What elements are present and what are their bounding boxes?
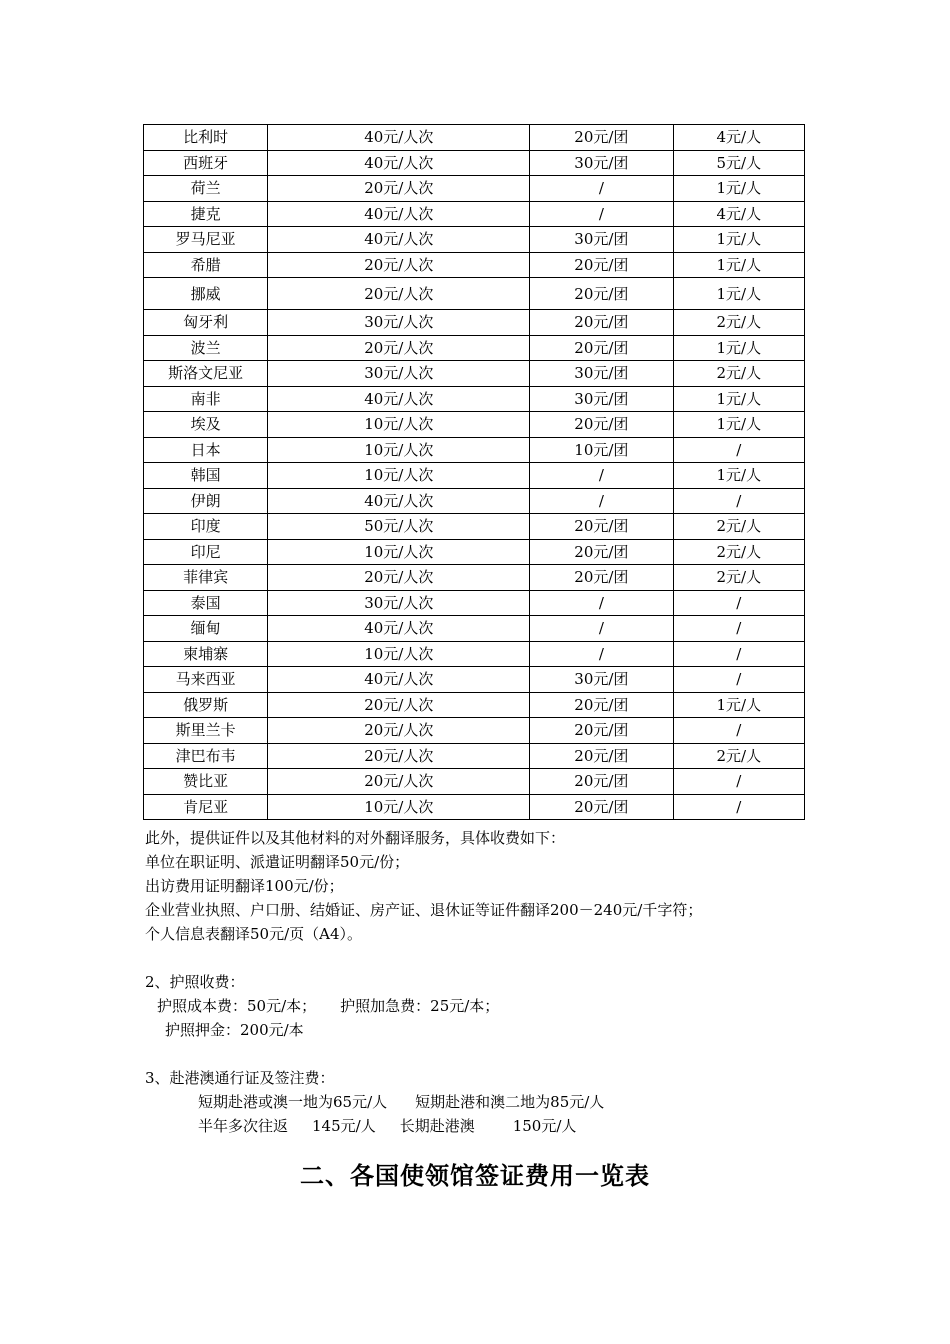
fee-each-cell: 2元/人 bbox=[673, 361, 804, 387]
country-cell: 捷克 bbox=[144, 201, 268, 227]
hkmacau-half-year-fee: 145元/人 bbox=[312, 1117, 376, 1135]
fee-per-group-cell: 20元/团 bbox=[530, 412, 673, 438]
fee-per-group-cell: 20元/团 bbox=[530, 278, 673, 310]
table-row bbox=[144, 125, 805, 151]
translation-item-expense: 出访费用证明翻译100元/份； bbox=[145, 877, 344, 895]
fee-per-person-cell: 40元/人次 bbox=[268, 201, 530, 227]
hkmacau-long-line bbox=[145, 1114, 825, 1138]
translation-item-personal-info: 个人信息表翻译50元/页（A4）。 bbox=[145, 925, 363, 943]
fee-per-person-cell: 20元/人次 bbox=[268, 692, 530, 718]
table-row bbox=[144, 386, 805, 412]
fee-per-person-cell: 10元/人次 bbox=[268, 412, 530, 438]
fee-each-cell: 1元/人 bbox=[673, 252, 804, 278]
table-row bbox=[144, 692, 805, 718]
fee-per-person-cell: 40元/人次 bbox=[268, 616, 530, 642]
fee-each-cell: 2元/人 bbox=[673, 310, 804, 336]
fee-per-group-cell: / bbox=[530, 616, 673, 642]
country-cell: 比利时 bbox=[144, 125, 268, 151]
fee-each-cell: 1元/人 bbox=[673, 278, 804, 310]
hkmacau-short-one: 短期赴港或澳一地为65元/人 bbox=[198, 1093, 388, 1111]
fee-per-group-cell: 30元/团 bbox=[530, 386, 673, 412]
table-row bbox=[144, 590, 805, 616]
fee-per-group-cell: 30元/团 bbox=[530, 150, 673, 176]
country-cell: 波兰 bbox=[144, 335, 268, 361]
fee-per-group-cell: 20元/团 bbox=[530, 565, 673, 591]
fee-each-cell: 4元/人 bbox=[673, 201, 804, 227]
fee-per-group-cell: 10元/团 bbox=[530, 437, 673, 463]
fee-per-person-cell: 40元/人次 bbox=[268, 667, 530, 693]
translation-intro: 此外，提供证件以及其他材料的对外翻译服务，具体收费如下： bbox=[145, 829, 566, 847]
table-row bbox=[144, 150, 805, 176]
country-cell: 日本 bbox=[144, 437, 268, 463]
fee-each-cell: / bbox=[673, 667, 804, 693]
fee-per-group-cell: 20元/团 bbox=[530, 514, 673, 540]
country-cell: 匈牙利 bbox=[144, 310, 268, 336]
fee-each-cell: / bbox=[673, 641, 804, 667]
fee-each-cell: 1元/人 bbox=[673, 335, 804, 361]
fee-each-cell: 1元/人 bbox=[673, 176, 804, 202]
fee-per-person-cell: 30元/人次 bbox=[268, 590, 530, 616]
country-cell: 南非 bbox=[144, 386, 268, 412]
table-row bbox=[144, 616, 805, 642]
fee-per-group-cell: / bbox=[530, 641, 673, 667]
fee-each-cell: 2元/人 bbox=[673, 743, 804, 769]
translation-item-certificates: 企业营业执照、户口册、结婚证、房产证、退休证等证件翻译200－240元/千字符； bbox=[145, 901, 703, 919]
country-cell: 斯洛文尼亚 bbox=[144, 361, 268, 387]
table-row bbox=[144, 201, 805, 227]
fee-per-person-cell: 20元/人次 bbox=[268, 718, 530, 744]
fee-per-person-cell: 20元/人次 bbox=[268, 252, 530, 278]
translation-item-employment: 单位在职证明、派遣证明翻译50元/份； bbox=[145, 853, 410, 871]
fee-per-person-cell: 10元/人次 bbox=[268, 539, 530, 565]
table-row bbox=[144, 743, 805, 769]
fee-each-cell: 2元/人 bbox=[673, 565, 804, 591]
fee-per-person-cell: 20元/人次 bbox=[268, 565, 530, 591]
fee-per-group-cell: 20元/团 bbox=[530, 335, 673, 361]
table-row bbox=[144, 310, 805, 336]
fee-per-group-cell: 20元/团 bbox=[530, 310, 673, 336]
table-row bbox=[144, 488, 805, 514]
table-row bbox=[144, 667, 805, 693]
country-cell: 韩国 bbox=[144, 463, 268, 489]
country-cell: 泰国 bbox=[144, 590, 268, 616]
country-cell: 柬埔寨 bbox=[144, 641, 268, 667]
fee-each-cell: 5元/人 bbox=[673, 150, 804, 176]
fee-per-group-cell: 20元/团 bbox=[530, 692, 673, 718]
country-cell: 肯尼亚 bbox=[144, 794, 268, 820]
fee-each-cell: / bbox=[673, 437, 804, 463]
fee-per-group-cell: 20元/团 bbox=[530, 125, 673, 151]
table-row bbox=[144, 769, 805, 795]
table-row bbox=[144, 412, 805, 438]
fee-each-cell: / bbox=[673, 769, 804, 795]
table-row bbox=[144, 278, 805, 310]
fee-each-cell: 1元/人 bbox=[673, 692, 804, 718]
table-row bbox=[144, 565, 805, 591]
fee-each-cell: 2元/人 bbox=[673, 539, 804, 565]
country-cell: 埃及 bbox=[144, 412, 268, 438]
country-cell: 印度 bbox=[144, 514, 268, 540]
fee-per-group-cell: 30元/团 bbox=[530, 227, 673, 253]
table-row bbox=[144, 227, 805, 253]
fee-per-group-cell: 20元/团 bbox=[530, 743, 673, 769]
fee-each-cell: / bbox=[673, 718, 804, 744]
hkmacau-short-two: 短期赴港和澳二地为85元/人 bbox=[415, 1093, 605, 1111]
fee-each-cell: 2元/人 bbox=[673, 514, 804, 540]
table-row bbox=[144, 794, 805, 820]
fee-per-group-cell: / bbox=[530, 176, 673, 202]
fee-per-group-cell: 30元/团 bbox=[530, 361, 673, 387]
section-title: 二、各国使领馆签证费用一览表 bbox=[300, 1161, 650, 1190]
fee-per-person-cell: 40元/人次 bbox=[268, 150, 530, 176]
hkmacau-long-fee: 150元/人 bbox=[512, 1117, 577, 1135]
fee-per-group-cell: 20元/团 bbox=[530, 252, 673, 278]
fee-per-person-cell: 20元/人次 bbox=[268, 743, 530, 769]
fee-per-person-cell: 10元/人次 bbox=[268, 463, 530, 489]
notes-section bbox=[145, 826, 825, 1138]
fee-per-person-cell: 30元/人次 bbox=[268, 310, 530, 336]
fee-per-person-cell: 40元/人次 bbox=[268, 386, 530, 412]
fee-each-cell: 4元/人 bbox=[673, 125, 804, 151]
hkmacau-half-year-label: 半年多次往返 bbox=[198, 1117, 289, 1135]
fee-per-person-cell: 50元/人次 bbox=[268, 514, 530, 540]
passport-heading: 2、护照收费： bbox=[145, 973, 245, 991]
fee-per-group-cell: / bbox=[530, 590, 673, 616]
fee-each-cell: 1元/人 bbox=[673, 463, 804, 489]
fee-per-person-cell: 10元/人次 bbox=[268, 437, 530, 463]
country-cell: 西班牙 bbox=[144, 150, 268, 176]
table-row bbox=[144, 437, 805, 463]
fee-per-person-cell: 30元/人次 bbox=[268, 361, 530, 387]
hkmacau-long-label: 长期赴港澳 bbox=[399, 1117, 475, 1135]
fee-per-group-cell: 20元/团 bbox=[530, 769, 673, 795]
fee-per-group-cell: 20元/团 bbox=[530, 539, 673, 565]
fee-per-group-cell: / bbox=[530, 488, 673, 514]
fee-per-group-cell: 20元/团 bbox=[530, 718, 673, 744]
country-cell: 马来西亚 bbox=[144, 667, 268, 693]
country-cell: 希腊 bbox=[144, 252, 268, 278]
fee-per-person-cell: 20元/人次 bbox=[268, 769, 530, 795]
country-cell: 罗马尼亚 bbox=[144, 227, 268, 253]
passport-fees-line bbox=[145, 994, 825, 1018]
country-cell: 缅甸 bbox=[144, 616, 268, 642]
country-cell: 菲律宾 bbox=[144, 565, 268, 591]
country-cell: 印尼 bbox=[144, 539, 268, 565]
country-cell: 荷兰 bbox=[144, 176, 268, 202]
passport-deposit: 护照押金：200元/本 bbox=[165, 1021, 304, 1039]
table-row bbox=[144, 718, 805, 744]
fee-per-group-cell: 20元/团 bbox=[530, 794, 673, 820]
passport-urgent: 护照加急费：25元/本； bbox=[340, 997, 500, 1015]
fee-each-cell: / bbox=[673, 488, 804, 514]
table-row bbox=[144, 463, 805, 489]
hkmacau-heading: 3、赴港澳通行证及签注费： bbox=[145, 1069, 335, 1087]
table-row bbox=[144, 361, 805, 387]
fee-per-person-cell: 40元/人次 bbox=[268, 125, 530, 151]
table-row bbox=[144, 252, 805, 278]
visa-fee-table bbox=[143, 124, 805, 820]
passport-cost: 护照成本费：50元/本； bbox=[157, 997, 317, 1015]
table-row bbox=[144, 539, 805, 565]
fee-per-person-cell: 10元/人次 bbox=[268, 641, 530, 667]
fee-each-cell: / bbox=[673, 616, 804, 642]
country-cell: 伊朗 bbox=[144, 488, 268, 514]
fee-per-person-cell: 20元/人次 bbox=[268, 278, 530, 310]
fee-per-group-cell: / bbox=[530, 201, 673, 227]
fee-each-cell: / bbox=[673, 590, 804, 616]
fee-each-cell: 1元/人 bbox=[673, 386, 804, 412]
fee-each-cell: / bbox=[673, 794, 804, 820]
country-cell: 俄罗斯 bbox=[144, 692, 268, 718]
table-row bbox=[144, 176, 805, 202]
table-row bbox=[144, 335, 805, 361]
hkmacau-short-line bbox=[145, 1090, 825, 1114]
country-cell: 赞比亚 bbox=[144, 769, 268, 795]
fee-each-cell: 1元/人 bbox=[673, 227, 804, 253]
table-row bbox=[144, 514, 805, 540]
visa-fee-table-body bbox=[144, 125, 805, 820]
country-cell: 津巴布韦 bbox=[144, 743, 268, 769]
country-cell: 斯里兰卡 bbox=[144, 718, 268, 744]
fee-per-person-cell: 40元/人次 bbox=[268, 488, 530, 514]
fee-per-person-cell: 20元/人次 bbox=[268, 335, 530, 361]
fee-per-person-cell: 40元/人次 bbox=[268, 227, 530, 253]
country-cell: 挪威 bbox=[144, 278, 268, 310]
fee-per-person-cell: 10元/人次 bbox=[268, 794, 530, 820]
fee-per-person-cell: 20元/人次 bbox=[268, 176, 530, 202]
fee-each-cell: 1元/人 bbox=[673, 412, 804, 438]
table-row bbox=[144, 641, 805, 667]
fee-per-group-cell: 30元/团 bbox=[530, 667, 673, 693]
fee-per-group-cell: / bbox=[530, 463, 673, 489]
